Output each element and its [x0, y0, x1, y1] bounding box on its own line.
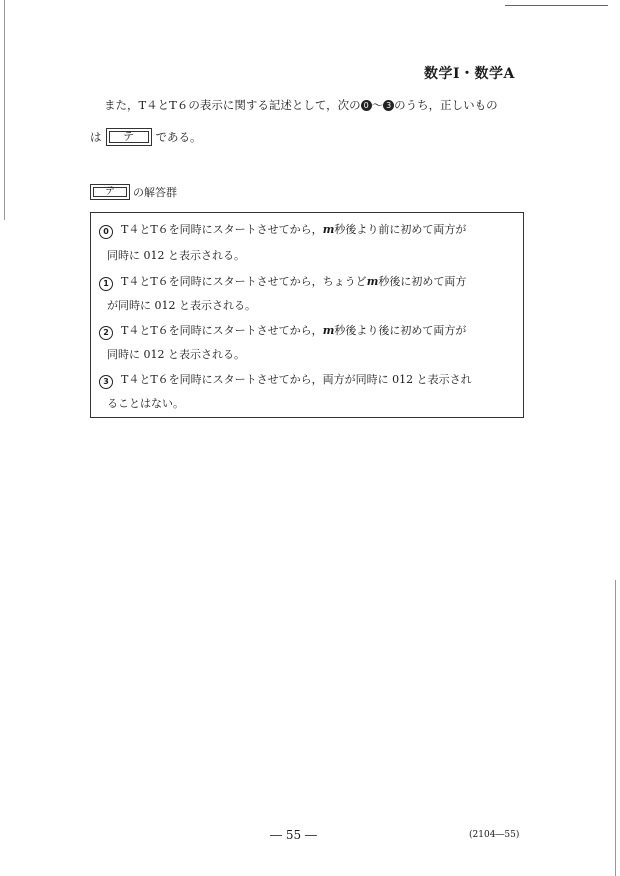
- variable-m: m: [322, 223, 335, 236]
- option-2-cont: 同時に 012 と表示される。: [107, 348, 245, 361]
- option-1-cont: が同時に 012 と表示される。: [107, 299, 256, 312]
- question-line-1: [104, 97, 498, 113]
- option-text: T４とT６を同時にスタートさせてから，: [121, 223, 323, 236]
- answer-blank-te[interactable]: テ: [106, 128, 152, 146]
- option-text: T４とT６を同時にスタートさせてから，両方が同時に 012 と表示され: [121, 373, 472, 386]
- option-number-badge: 3: [99, 375, 113, 389]
- option-3[interactable]: [99, 373, 472, 389]
- range-end-badge: 3: [383, 100, 394, 111]
- page-code: (2104―55): [469, 830, 520, 840]
- answer-group-label: [90, 184, 177, 200]
- option-text: T４とT６を同時にスタートさせてから，: [121, 324, 323, 337]
- option-0[interactable]: [99, 223, 466, 239]
- option-1[interactable]: [99, 275, 466, 291]
- option-text: 秒後に初めて両方: [378, 275, 467, 288]
- question-text-b: のうち，正しいもの: [394, 98, 498, 112]
- question-text-d: である。: [155, 130, 202, 144]
- option-number-badge: 2: [99, 326, 113, 340]
- page-number: ― 55 ―: [270, 828, 317, 842]
- question-text-c: は: [90, 130, 102, 144]
- answer-choices-box: [90, 212, 524, 418]
- scan-edge-top: [505, 5, 608, 6]
- scan-edge-right: [615, 580, 616, 876]
- option-number-badge: 1: [99, 277, 113, 291]
- range-start-badge: 0: [361, 100, 372, 111]
- question-line-2: [90, 126, 202, 148]
- variable-m: m: [322, 324, 335, 337]
- option-2[interactable]: [99, 324, 466, 340]
- option-text: T４とT６を同時にスタートさせてから，ちょうど: [121, 275, 367, 288]
- subject-header: 数学Ⅰ・数学A: [424, 66, 515, 82]
- option-text: 秒後より後に初めて両方が: [334, 324, 467, 337]
- option-text: 秒後より前に初めて両方が: [334, 223, 467, 236]
- question-text-a: また，T４とT６の表示に関する記述として，次の: [104, 98, 361, 112]
- option-3-cont: ることはない。: [107, 397, 184, 410]
- scan-edge-left: [4, 0, 5, 220]
- range-separator: ～: [371, 98, 384, 112]
- answer-group-blank: テ: [90, 184, 130, 200]
- answer-group-text: の解答群: [133, 186, 177, 199]
- option-0-cont: 同時に 012 と表示される。: [107, 249, 245, 262]
- variable-m: m: [366, 275, 379, 288]
- option-number-badge: 0: [99, 225, 113, 239]
